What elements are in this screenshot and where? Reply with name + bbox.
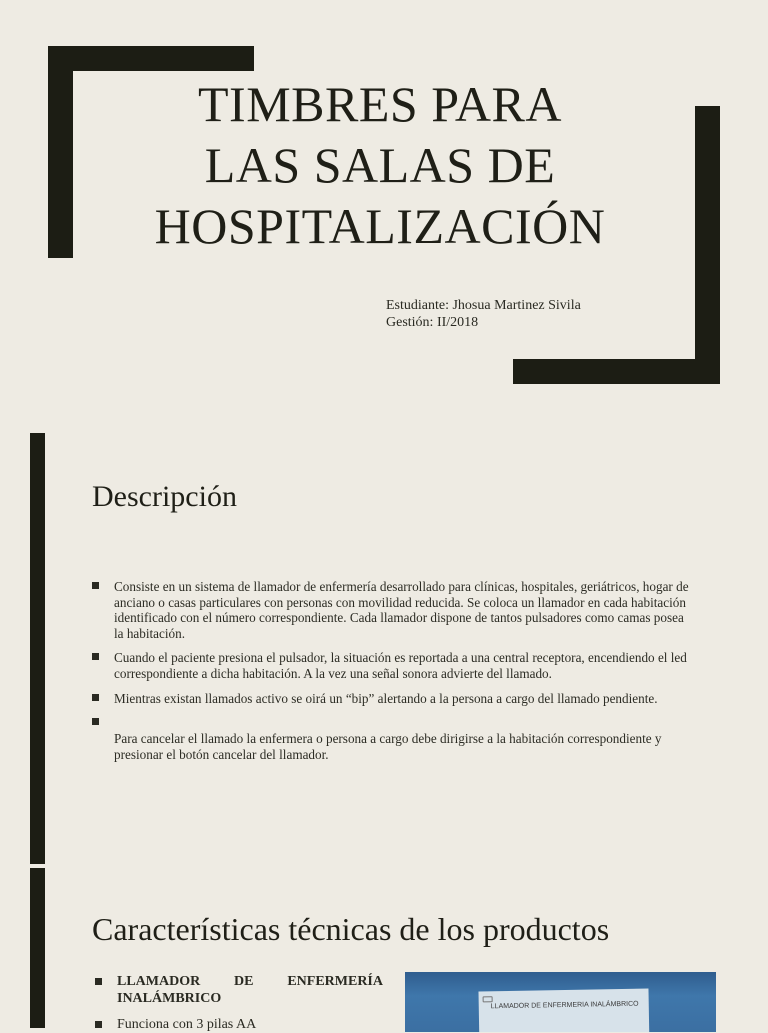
bullet-square-icon [92,582,99,589]
frame-bottom-right-vertical [695,106,720,384]
slide-meta [386,297,581,331]
description-bullet-list [92,579,692,771]
product-label-card [478,989,649,1032]
list-item [92,715,692,731]
list-item [92,650,692,681]
student-name: Estudiante: Jhosua Martinez Sivila [386,298,581,313]
left-accent-bar-slide2 [30,433,45,864]
bullet-text: Cuando el paciente presiona el pulsador, la situación es reportada a una central receptora, encendiendo el led correspondiente a dicha habitación. A la vez una señal sonora advierte del llamado. [114,650,687,681]
description-heading: Descripción [92,480,237,513]
logo-icon [483,996,493,1002]
bullet-text: Para cancelar el llamado la enfermera o persona a cargo debe dirigirse a la habitación correspondiente y presionar el botón cancelar del llamador. [114,731,662,762]
bullet-text: Mientras existan llamados activo se oirá un “bip” alertando a la persona a cargo del llamado pendiente. [114,690,658,706]
characteristics-heading: Características técnicas de los productos [92,911,610,947]
frame-bottom-right-horizontal [513,359,720,384]
left-accent-bar-slide3 [30,868,45,1028]
bullet-square-icon [92,653,99,660]
product-photo [405,972,716,1032]
list-item [92,691,692,707]
bullet-square-icon [95,1021,102,1028]
product-item-title: LLAMADOR DE ENFERMERÍA INALÁMBRICO [117,974,383,1006]
gestion-label: Gestión: II/2018 [386,315,479,330]
bullet-square-icon [92,718,99,725]
product-item-partial: Funciona con 3 pilas AA [117,1017,257,1032]
title-line-1: TIMBRES PARA [198,76,562,132]
bullet-text: Consiste en un sistema de llamador de enfermería desarrollado para clínicas, hospitales, geriátricos, hogar de anciano o casas particulares con personas con movilidad reducida. Se coloca un llamador en cada habitación identificado con el número correspondiente. Cada llamador dispone de tantos pulsadores como camas posea la habitación. [114,579,689,641]
frame-top-left-horizontal [48,46,254,71]
bullet-square-icon [92,694,99,701]
slide-title [90,74,670,257]
bullet-square-icon [95,978,102,985]
title-line-2: LAS SALAS DE [204,137,556,193]
frame-top-left-vertical [48,46,73,258]
list-item-continuation [92,731,692,762]
title-line-3: HOSPITALIZACIÓN [154,198,606,254]
list-item [92,579,692,641]
product-label-text: LLAMADOR DE ENFERMERIA INALÁMBRICO [490,1000,639,1011]
